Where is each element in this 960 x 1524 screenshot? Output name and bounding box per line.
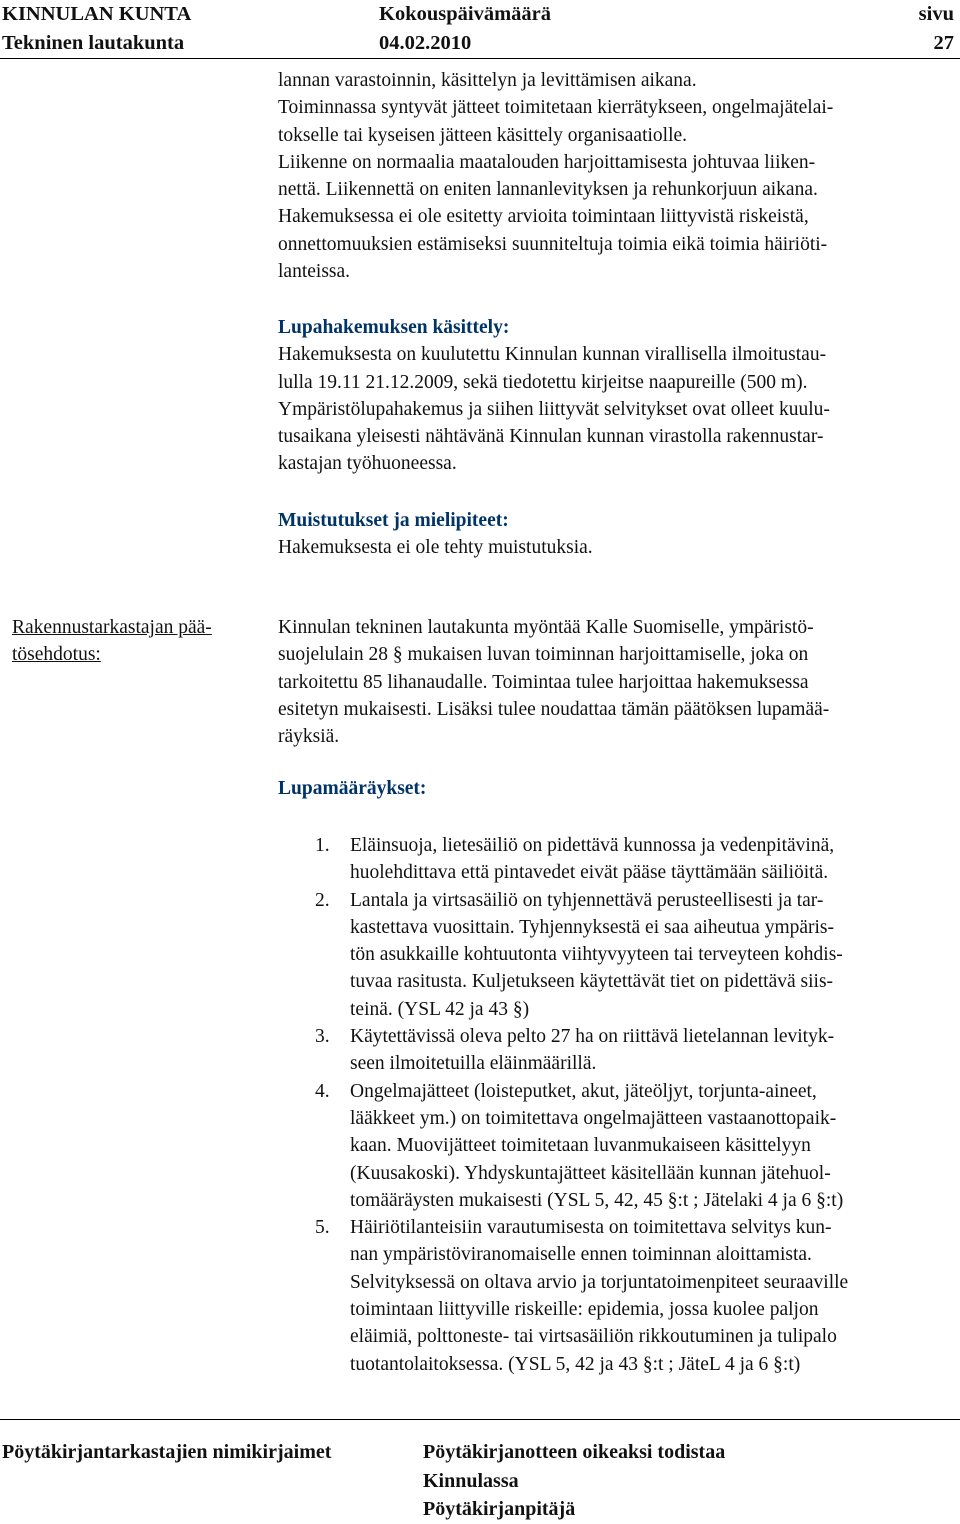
list-line: Käytettävissä oleva pelto 27 ha on riittävä lietelannan levityk-: [350, 1026, 835, 1048]
page-header: [0, 0, 960, 59]
board-name: Tekninen lautakunta: [2, 32, 185, 54]
body-line: Hakemuksessa ei ole esitetty arvioita toimintaan liittyvistä riskeistä,: [278, 206, 809, 228]
meeting-date: 04.02.2010: [379, 32, 472, 54]
header-right: [919, 0, 954, 58]
list-line: nan ympäristöviranomaiselle ennen toiminnan aloittamista.: [350, 1244, 812, 1266]
list-number: 4.: [315, 1080, 330, 1102]
list-line: teinä. (YSL 42 ja 43 §): [350, 998, 530, 1020]
body-line: lanteissa.: [278, 261, 351, 283]
body-line: lulla 19.11 21.12.2009, sekä tiedotettu kirjeitse naapureille (500 m).: [278, 371, 808, 393]
org-name: KINNULAN KUNTA: [2, 3, 192, 25]
body-line: lannan varastoinnin, käsittelyn ja levittämisen aikana.: [278, 70, 697, 91]
body-line: Hakemuksesta ei ole tehty muistutuksia.: [278, 537, 593, 559]
body-line: suojelulain 28 § mukaisen luvan toiminnan harjoittamiselle, joka on: [278, 644, 809, 666]
header-left: [2, 0, 191, 58]
lupamaaraykset-heading-block: [278, 775, 956, 802]
body-line: räyksiä.: [278, 726, 340, 748]
side-label-line: Rakennustarkastajan pää-: [12, 617, 212, 638]
body-line: Ympäristölupahakemus ja siihen liittyvät selvitykset ovat olleet kuulu-: [278, 398, 830, 420]
list-line: huolehdittava että pintavedet eivät pääse täyttämään säiliöitä.: [350, 862, 829, 884]
list-line: tuotantolaitoksessa. (YSL 5, 42 ja 43 §:t ; JäteL 4 ja 6 §:t): [350, 1353, 801, 1375]
intro-paragraph: [278, 67, 956, 285]
list-line: lääkkeet ym.) on toimitettava ongelmajätteen vastaanottopaik-: [350, 1107, 837, 1129]
list-line: tuvaa rasitusta. Kuljetukseen käytettävät tiet on pidettävä siis-: [350, 971, 834, 993]
list-line: tomääräysten mukaisesti (YSL 5, 42, 45 §:t ; Jätelaki 4 ja 6 §:t): [350, 1189, 844, 1211]
list-line: kastettava vuosittain. Tyhjennyksestä ei saa aiheutua ympäris-: [350, 916, 835, 938]
footer-line: Pöytäkirjanpitäjä: [423, 1498, 576, 1520]
header-middle: [379, 0, 551, 58]
body-line: Kinnulan tekninen lautakunta myöntää Kalle Suomiselle, ympäristö-: [278, 617, 814, 638]
lupahakemus-section: [278, 314, 956, 478]
body-line: tusaikana yleisesti nähtävänä Kinnulan kunnan virastolla rakennustar-: [278, 426, 824, 448]
page-number: 27: [933, 32, 954, 54]
list-line: toimintaan liittyville riskeille: epidemia, jossa kuolee paljon: [350, 1299, 819, 1321]
list-line: Selvityksessä on oltava arvio ja torjuntatoimenpiteet seuraaville: [350, 1271, 849, 1293]
footer-initials-label: Pöytäkirjantarkastajien nimikirjaimet: [2, 1441, 332, 1463]
body-line: tarkoitettu 85 lihanaudalle. Toimintaa tulee harjoittaa hakemuksessa: [278, 671, 809, 693]
conditions-list: [278, 832, 958, 1378]
proposal-paragraph: [278, 614, 956, 750]
body-line: Hakemuksesta on kuulutettu Kinnulan kunnan virallisella ilmoitustau-: [278, 344, 827, 366]
list-number: 2.: [315, 889, 330, 911]
list-line: seen ilmoitetuilla eläinmäärillä.: [350, 1053, 597, 1075]
list-number: 5.: [315, 1217, 330, 1239]
footer-divider: [0, 1419, 960, 1420]
list-line: eläimiä, polttoneste- tai virtsasäiliön rikkoutuminen ja tulipalo: [350, 1326, 837, 1348]
footer-line: Pöytäkirjanotteen oikeaksi todistaa: [423, 1441, 726, 1463]
side-label-line: tösehdotus:: [12, 644, 101, 666]
section-heading: Muistutukset ja mielipiteet:: [278, 510, 509, 531]
body-line: onnettomuuksien estämiseksi suunniteltuja toimia eikä toimia häiriöti-: [278, 233, 828, 255]
section-heading: Lupamääräykset:: [278, 778, 427, 799]
body-line: kastajan työhuoneessa.: [278, 453, 457, 475]
list-item: [278, 832, 958, 887]
list-number: 1.: [315, 835, 330, 856]
list-line: tön asukkaille kohtuutonta viihtyvyyteen tai terveyteen kohdis-: [350, 944, 843, 966]
body-line: tokselle tai kyseisen jätteen käsittely organisaatiolle.: [278, 124, 688, 146]
footer-certification: [423, 1438, 725, 1524]
list-line: Eläinsuoja, lietesäiliö on pidettävä kunnossa ja vedenpitävinä,: [350, 835, 835, 856]
list-line: kaan. Muovijätteet toimitetaan luvanmukaiseen käsittelyyn: [350, 1135, 811, 1157]
list-item: [278, 887, 958, 1023]
body-line: esitetyn mukaisesti. Lisäksi tulee noudattaa tämän päätöksen lupamää-: [278, 698, 830, 720]
list-item: [278, 1023, 958, 1078]
body-line: nettä. Liikennettä on eniten lannanlevityksen ja rehunkorjuun aikana.: [278, 179, 818, 201]
date-label: Kokouspäivämäärä: [379, 3, 551, 25]
list-number: 3.: [315, 1026, 330, 1048]
body-line: Liikenne on normaalia maatalouden harjoittamisesta johtuvaa liiken-: [278, 151, 816, 173]
footer-line: Kinnulassa: [423, 1469, 519, 1492]
body-line: Toiminnassa syntyvät jätteet toimitetaan kierrätykseen, ongelmajätelai-: [278, 97, 834, 119]
list-line: Ongelmajätteet (loisteputket, akut, jäteöljyt, torjunta-aineet,: [350, 1080, 817, 1102]
list-line: Häiriötilanteisiin varautumisesta on toimitettava selvitys kun-: [350, 1217, 832, 1239]
list-item: [278, 1214, 958, 1378]
list-item: [278, 1078, 958, 1214]
proposal-side-label: [12, 614, 262, 669]
page-label: sivu: [918, 3, 954, 25]
list-line: Lantala ja virtsasäiliö on tyhjennettävä perusteellisesti ja tar-: [350, 889, 824, 911]
section-heading: Lupahakemuksen käsittely:: [278, 317, 510, 338]
list-line: (Kuusakoski). Yhdyskuntajätteet käsitellään kunnan jätehuol-: [350, 1162, 831, 1184]
muistutukset-section: [278, 507, 956, 562]
